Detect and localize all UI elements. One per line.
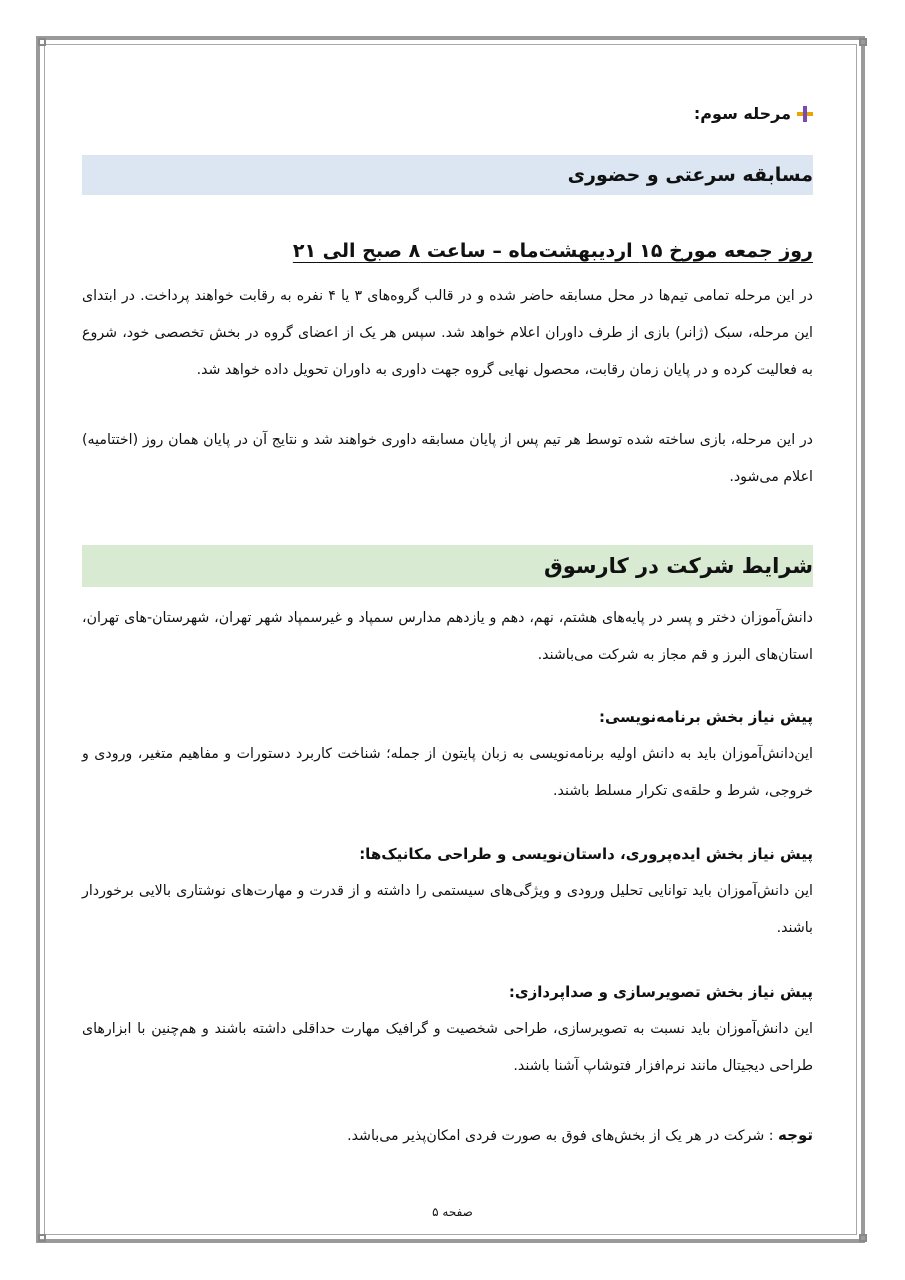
page-number: صفحه ۵	[432, 1205, 473, 1219]
stage-heading-text: مرحله سوم:	[693, 104, 791, 123]
prereq-programming-title: پیش نیاز بخش برنامه‌نویسی:	[598, 708, 813, 726]
prereq-art-title: پیش نیاز بخش تصویرسازی و صداپردازی:	[508, 983, 813, 1001]
prereq-art-text: این دانش‌آموزان باید نسبت به تصویرسازی، طراحی شخصیت و گرافیک مهارت حداقلی داشته باشند و هم‌چنین با ابزارهای طراحی دیجیتال مانند نرم‌افزار فتوشاپ آشنا باشند.	[82, 1021, 813, 1074]
stage-heading	[694, 104, 813, 123]
event-date: روز جمعه مورخ ۱۵ اردیبهشت‌ماه – ساعت ۸ صبح الی ۲۱	[292, 240, 813, 262]
note-label: توجه	[778, 1126, 813, 1144]
stage-bullet-icon	[797, 106, 813, 122]
stage-paragraph-2: در این مرحله، بازی ساخته شده توسط هر تیم پس از پایان مسابقه داوری خواهند شد و نتایج آن در پایان همان روز (اختتامیه) اعلام می‌شود.	[82, 432, 813, 485]
corner-ornament-icon	[38, 38, 46, 46]
prereq-design-text: این دانش‌آموزان باید توانایی تحلیل ورودی و ویژگی‌های سیستمی را داشته و از قدرت و مهارت‌های نوشتاری بالایی برخوردار باشند.	[82, 883, 813, 936]
note-text: : شرکت در هر یک از بخش‌های فوق به صورت فردی امکان‌پذیر می‌باشد.	[347, 1128, 779, 1144]
conditions-text: دانش‌آموزان دختر و پسر در پایه‌های هشتم، نهم، دهم و یازدهم مدارس سمپاد و غیرسمپاد شهر تهران، شهرستان-های تهران، استان‌های البرز و قم مجاز به شرکت می‌باشند.	[82, 610, 813, 663]
prereq-design-title: پیش نیاز بخش ایده‌پروری، داستان‌نویسی و طراحی مکانیک‌ها:	[359, 845, 813, 863]
note	[347, 1126, 813, 1144]
corner-ornament-icon	[38, 1234, 46, 1242]
corner-ornament-icon	[859, 38, 867, 46]
conditions-banner: شرایط شرکت در کارسوق	[82, 545, 813, 587]
corner-ornament-icon	[859, 1234, 867, 1242]
stage-banner: مسابقه سرعتی و حضوری	[82, 155, 813, 195]
stage-paragraph-1: در این مرحله تمامی تیم‌ها در محل مسابقه حاضر شده و در قالب گروه‌های ۳ یا ۴ نفره به رقابت خواهند پرداخت. در ابتدای این مرحله، سبک (ژانر) بازی از طرف داوران اعلام خواهد شد. سپس هر یک از اعضای گروه در بخش تخصصی خود، شروع به فعالیت کرده و در پایان زمان رقابت، محصول نهایی گروه جهت داوری به داوران تحویل داده خواهد شد.	[82, 288, 813, 378]
prereq-programming-text: این‌دانش‌آموزان باید به دانش اولیه برنامه‌نویسی به زبان پایتون از جمله؛ شناخت کاربرد دستورات و مفاهیم متغیر، ورودی و خروجی، شرط و حلقه‌ی تکرار مسلط باشند.	[82, 746, 813, 799]
